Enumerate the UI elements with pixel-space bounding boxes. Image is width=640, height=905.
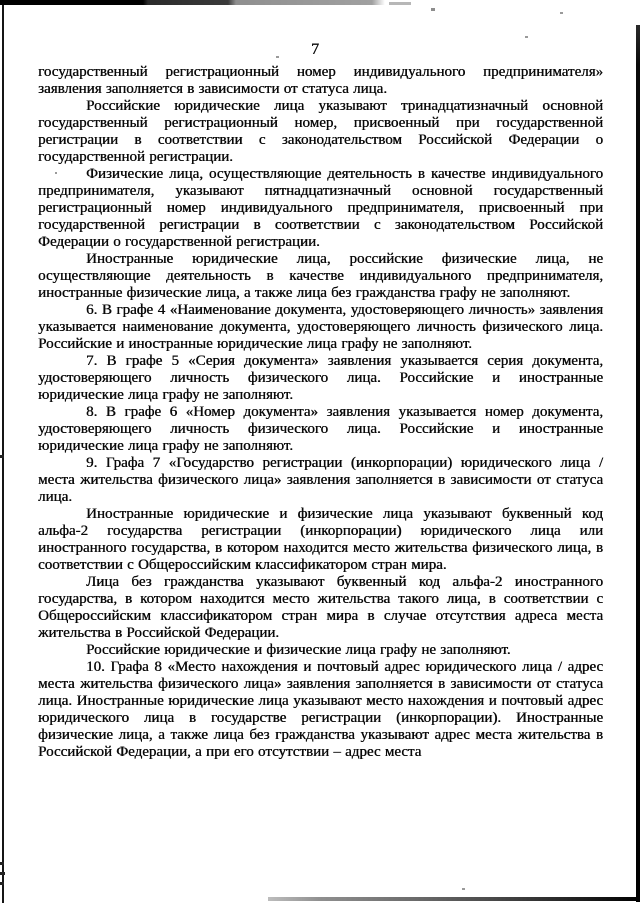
scan-artifact-top-edge (0, 0, 385, 5)
paragraph: Лица без гражданства указывают буквенный код альфа-2 иностранного государства, в котором находится место жительства такого лица, в соответствии с Общероссийским классификатором стран мира в случае отсутствия адреса места жительства в Российской Федерации. (38, 574, 603, 641)
paragraph: Российские юридические и физические лица графу не заполняют. (86, 642, 511, 658)
page-number: 7 (311, 41, 319, 58)
scan-artifact-top-dot (431, 8, 435, 11)
paragraph: 9. Графа 7 «Государство регистрации (инкорпорации) юридического лица / места жительства физического лица» заявления заполняется в зависимости от статуса лица. (38, 455, 603, 505)
paragraph: Иностранные юридические лица, российские физические лица, не осуществляющие деятельность в качестве индивидуального предпринимателя, иностранные физические лица, а также лица без гражданства графу не заполняют. (38, 251, 603, 301)
paragraph: 8. В графе 6 «Номер документа» заявления указывается номер документа, удостоверяющего личность физического лица. Российские и иностранные юридические лица графу не заполняют. (38, 404, 603, 454)
paragraph: 6. В графе 4 «Наименование документа, удостоверяющего личность» заявления указывается наименование документа, удостоверяющего личность физического лица. Российские и иностранные юридические лица графу не заполняют. (38, 302, 603, 352)
scan-noise-dot (560, 12, 563, 14)
scan-artifact-top-dash (389, 2, 411, 5)
paragraph: 10. Графа 8 «Место нахождения и почтовый адрес юридического лица / адрес места жительства физического лица» заявления заполняется в зависимости от статуса лица. Иностранные юридические лица указывают место нахождения и почтовый адрес юридического лица в государстве регистрации (инкорпорации). Иностранные физические лица, а также лица без гражданства указывают адрес места жительства в Российской Федерации, а при его отсутствии – адрес места (38, 659, 603, 760)
scan-artifact-left-edge (2, 5, 4, 903)
scan-noise-dot (525, 36, 528, 38)
scan-speck (0, 862, 4, 865)
document-text (38, 64, 603, 761)
scan-speck (0, 872, 5, 875)
paragraph: Российские юридические лица указывают тринадцатизначный основной государственный регистрационный номер, присвоенный при государственной регистрации в соответствии с законодательством Российской Федерации о государственной регистрации. (38, 98, 603, 165)
paragraph: Физические лица, осуществляющие деятельность в качестве индивидуального предпринимателя, указывают пятнадцатизначный основной государственный регистрационный номер индивидуального предпринимателя, присвоенный при государственной регистрации в соответствии с законодательством Российской Федерации о государственной регистрации. (38, 166, 603, 250)
scan-speck (0, 882, 4, 885)
paragraph: 7. В графе 5 «Серия документа» заявления указывается серия документа, удостоверяющего личность физического лица. Российские и иностранные юридические лица графу не заполняют. (38, 353, 603, 403)
paragraph: государственный регистрационный номер индивидуального предпринимателя» заявления заполняется в зависимости от статуса лица. (38, 64, 603, 97)
scan-noise-dot (462, 888, 465, 890)
paragraph: Иностранные юридические и физические лица указывают буквенный код альфа-2 государства регистрации (инкорпорации) юридического лица или иностранного государства, в котором находится место жительства физического лица, в соответствии с Общероссийским классификатором стран мира. (38, 506, 603, 573)
scan-artifact-bottom-edge (268, 897, 640, 901)
scan-artifact-right-edge (636, 25, 640, 902)
scan-speck (0, 455, 4, 458)
